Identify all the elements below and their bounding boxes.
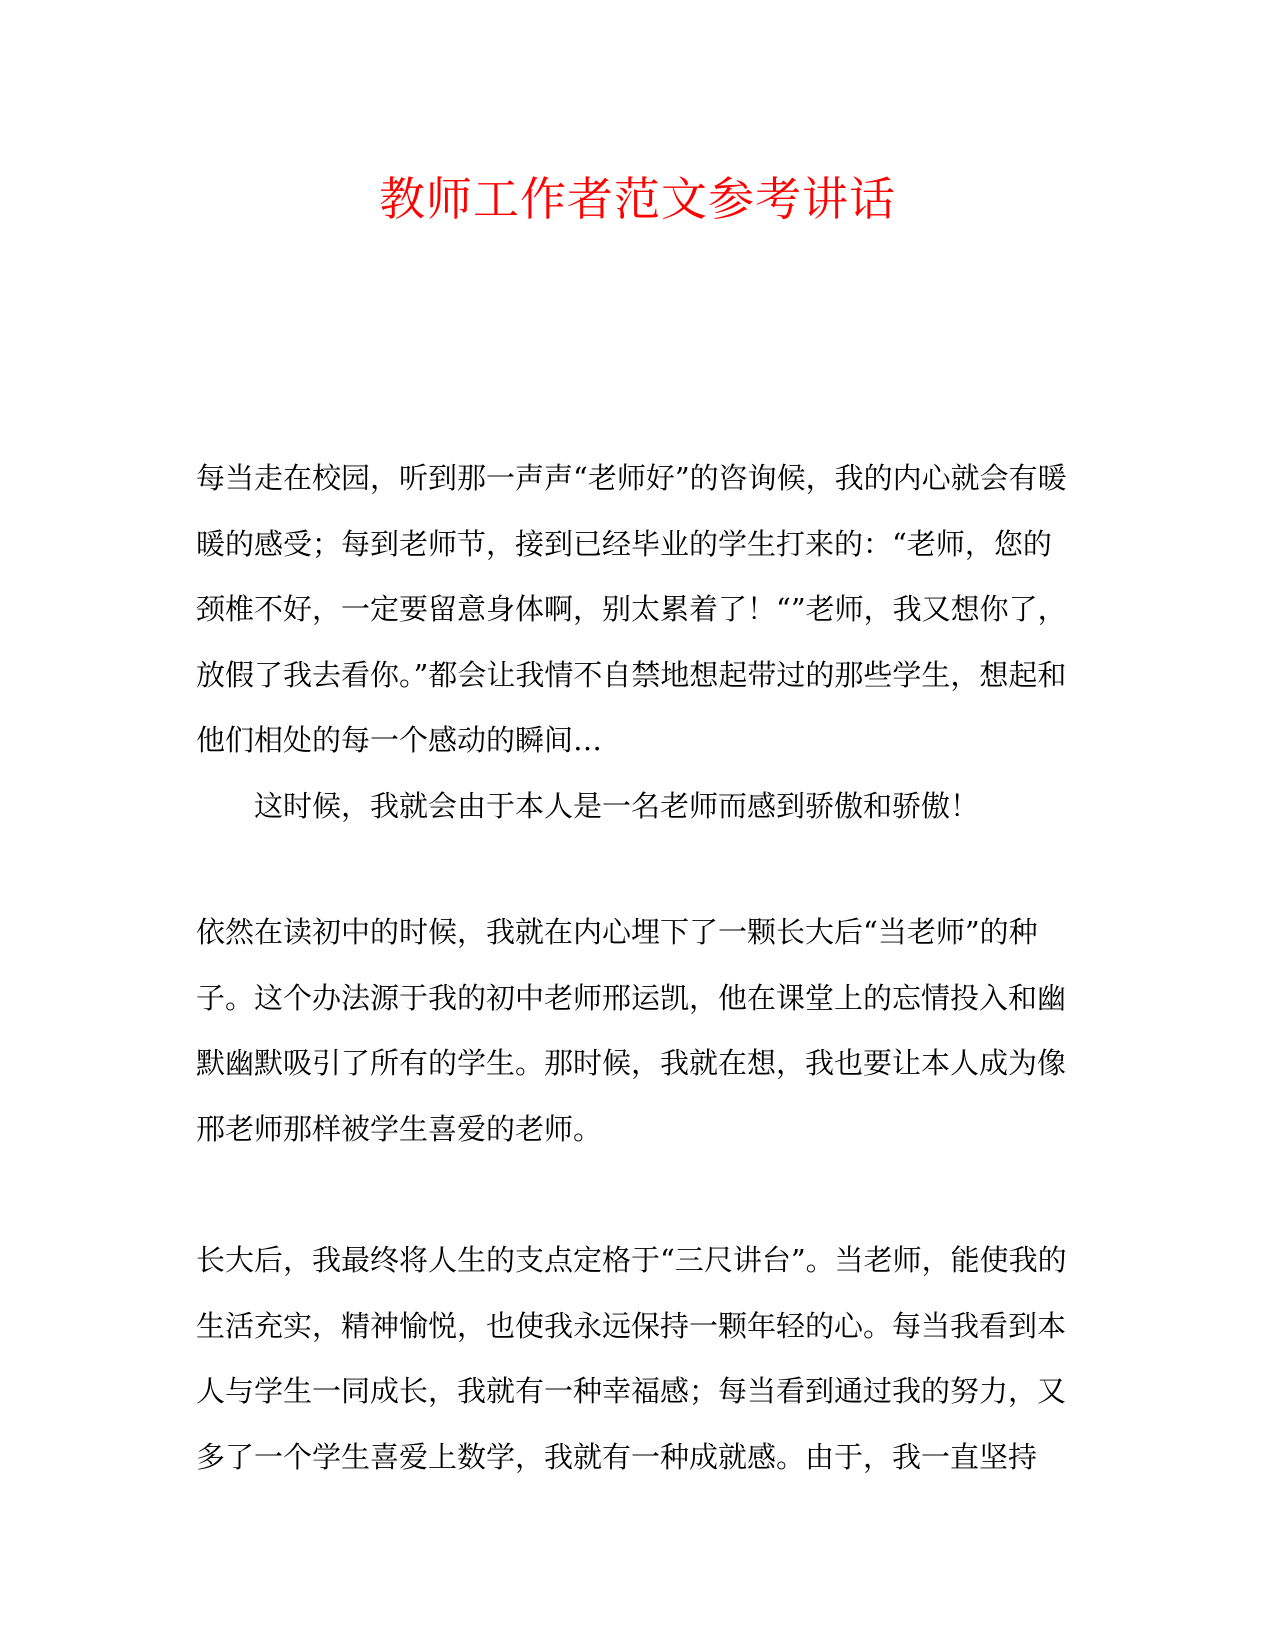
paragraph-2: 这时候，我就会由于本人是一名老师而感到骄傲和骄傲！	[254, 789, 980, 823]
paragraph-1: 每当走在校园，听到那一声声“老师好”的咨询候，我的内心就会有暖暖的感受；每到老师节，接到已经毕业的学生打来的：“老师，您的颈椎不好，一定要留意身体啊，别太累着了！“”老师，我又想你了，放假了我去看你。”都会让我情不自禁地想起带过的那些学生，想起和他们相处的每一个感动的瞬间…	[196, 461, 1067, 757]
paragraph-4: 长大后，我最终将人生的支点定格于“三尺讲台”。当老师，能使我的生活充实，精神愉悦，也使我永远保持一颗年轻的心。每当我看到本人与学生一同成长，我就有一种幸福感；每当看到通过我的努力，又多了一个学生喜爱上数学，我就有一种成就感。由于，我一直坚持	[196, 1243, 1067, 1474]
document-title: 教师工作者范文参考讲话	[379, 172, 896, 226]
paragraph-3: 依然在读初中的时候，我就在内心埋下了一颗长大后“当老师”的种子。这个办法源于我的初中老师邢运凯，他在课堂上的忘情投入和幽默幽默吸引了所有的学生。那时候，我就在想，我也要让本人成为像邢老师那样被学生喜爱的老师。	[196, 915, 1067, 1146]
